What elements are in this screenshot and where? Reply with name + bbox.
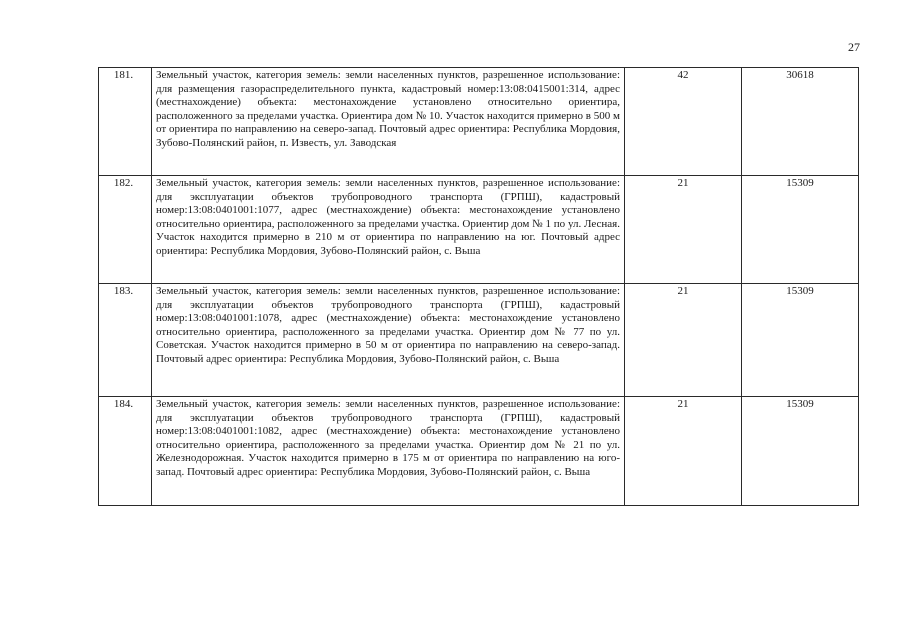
row-number: 182. — [99, 176, 152, 284]
plot-value-2: 15309 — [742, 176, 859, 284]
plot-description: Земельный участок, категория земель: земли населенных пунктов, разрешенное использование: для эксплуатации объектов трубопроводного транспорта (ГРПШ), кадастровый номер:13:08:0401001:1077, адрес (местнахождение) объекта: местонахождение установлено относительно ориентира, расположенного за пределами участка. Ориентир дом № 1 по ул. Лесная. Участок находится примерно в 210 м от ориентира по направлению на юг. Почтовый адрес ориентира: Республика Мордовия, Зубово-Полянский район, с. Вьша — [152, 176, 625, 284]
table-row — [99, 284, 859, 397]
row-number: 183. — [99, 284, 152, 397]
plot-value-1: 21 — [625, 176, 742, 284]
plot-description: Земельный участок, категория земель: земли населенных пунктов, разрешенное использование: для эксплуатации объектов трубопроводного транспорта (ГРПШ), кадастровый номер:13:08:0401001:1078, адрес (местнахождение) объекта: местонахождение установлено относительно ориентира, расположенного за пределами участка. Ориентир дом № 77 по ул. Советская. Участок находится примерно в 50 м от ориентира по направлению на северо-запад. Почтовый адрес ориентира: Республика Мордовия, Зубово-Полянский район, с. Вьша — [152, 284, 625, 397]
plot-description: Земельный участок, категория земель: земли населенных пунктов, разрешенное использование: для эксплуатации объектов трубопроводного транспорта (ГРПШ), кадастровый номер:13:08:0401001:1082, адрес (местнахождение) объекта: местонахождение установлено относительно ориентира, расположенного за пределами участка. Ориентир дом № 21 по ул. Железнодорожная. Участок находится примерно в 175 м от ориентира по направлению на юго-запад. Почтовый адрес ориентира: Республика Мордовия, Зубово-Полянский район, с. Вьша — [152, 397, 625, 506]
table-row — [99, 68, 859, 176]
row-number: 181. — [99, 68, 152, 176]
plot-value-1: 21 — [625, 284, 742, 397]
row-number: 184. — [99, 397, 152, 506]
land-plots-table — [98, 67, 859, 506]
table-row — [99, 176, 859, 284]
plot-value-1: 21 — [625, 397, 742, 506]
table-row — [99, 397, 859, 506]
plot-description: Земельный участок, категория земель: земли населенных пунктов, разрешенное использование: для размещения газораспределительного пункта, кадастровый номер:13:08:0415001:314, адрес (местнахождение) объекта: местонахождение установлено относительно ориентира, расположенного за пределами участка. Ориентира дом № 10. Участок находится примерно в 500 м от ориентира по направлению на северо-запад. Почтовый адрес ориентира: Республика Мордовия, Зубово-Полянский район, п. Известь, ул. Заводская — [152, 68, 625, 176]
plot-value-1: 42 — [625, 68, 742, 176]
plot-value-2: 15309 — [742, 397, 859, 506]
plot-value-2: 15309 — [742, 284, 859, 397]
plot-value-2: 30618 — [742, 68, 859, 176]
page-number: 27 — [848, 40, 860, 54]
